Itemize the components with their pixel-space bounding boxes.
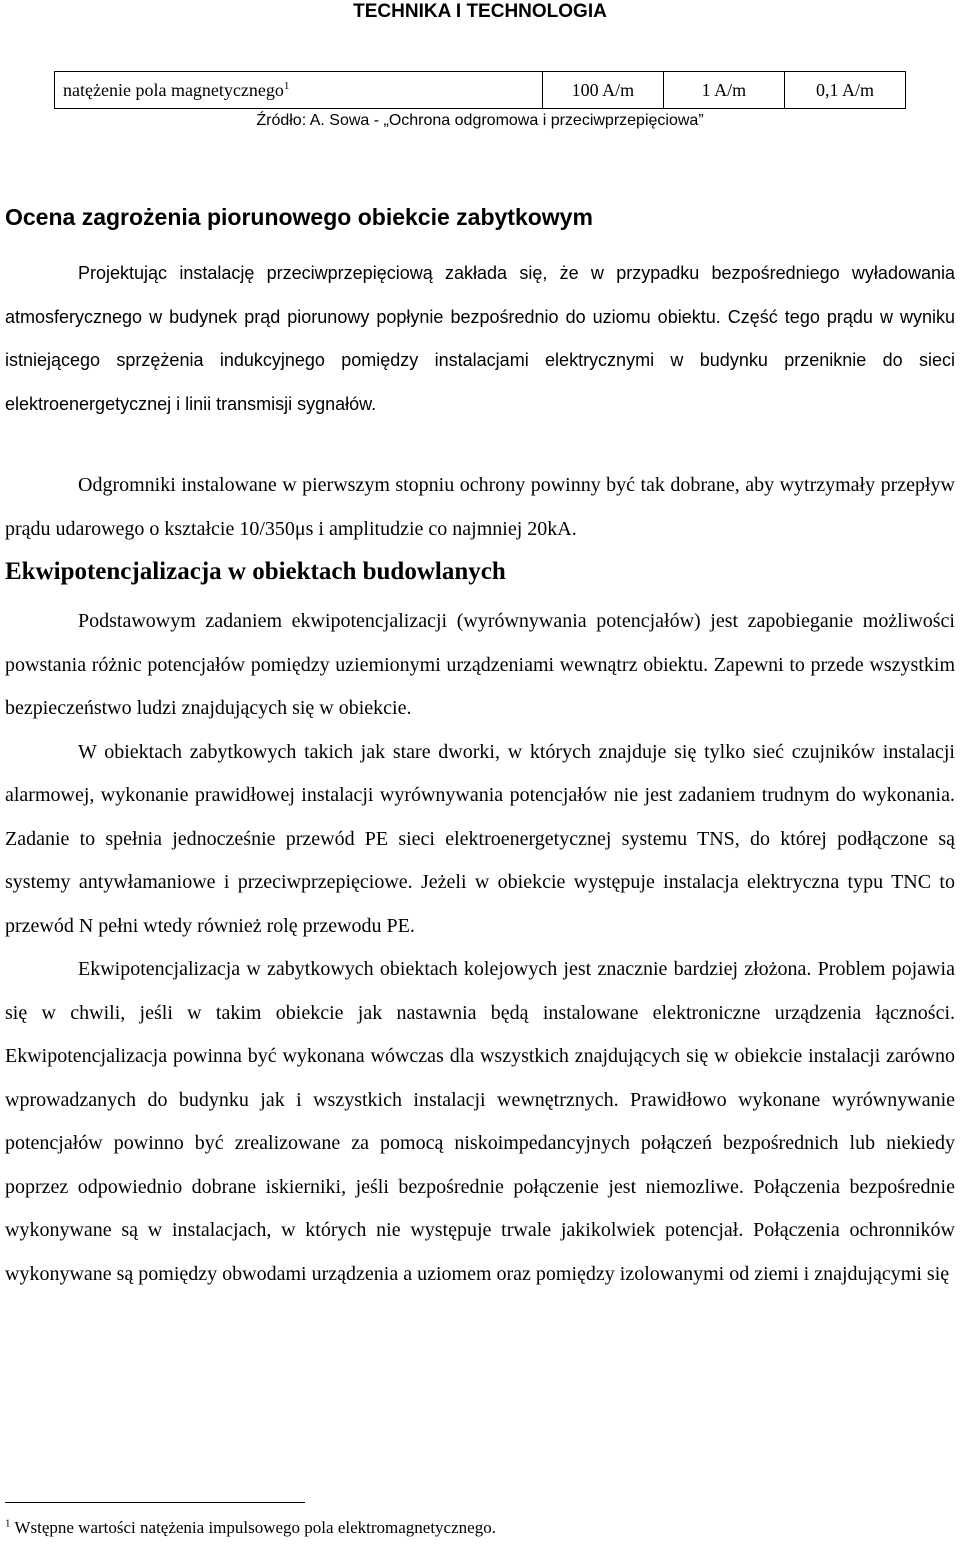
footnote	[5, 1517, 955, 1539]
paragraph: W obiektach zabytkowych takich jak stare dworki, w których znajduje się tylko sieć czujników instalacji alarmowej, wykonanie prawidłowej instalacji wyrównywania potencjałów nie jest zadaniem trudnym do wykonania. Zadanie to spełnia jednocześnie przewód PE sieci elektroenergetycznej systemu TNS, do której podłączone są systemy antywłamaniowe i przeciwprzepięciowe. Jeżeli w obiekcie występuje instalacja elektryczna typu TNC to przewód N pełni wtedy również rolę przewodu PE.	[5, 740, 955, 937]
paragraph: Odgromniki instalowane w pierwszym stopniu ochrony powinny być tak dobrane, aby wytrzymały przepływ prądu udarowego o kształcie 10/350μs i amplitudzie co najmniej 20kA.	[5, 474, 955, 540]
footnote-text: Wstępne wartości natężenia impulsowego pola elektromagnetycznego.	[14, 1518, 496, 1537]
row-label: natężenie pola magnetycznego	[63, 79, 284, 100]
footnote-ref: 1	[283, 79, 290, 92]
table-row	[55, 72, 906, 109]
footnote-divider	[5, 1502, 305, 1503]
table-source: Źródło: A. Sowa - „Ochrona odgromowa i przeciwprzepięciowa”	[256, 112, 704, 129]
section-heading: Ocena zagrożenia piorunowego obiekcie zabytkowym	[5, 204, 593, 230]
paragraph: Podstawowym zadaniem ekwipotencjalizacji (wyrównywania potencjałów) jest zapobieganie możliwości powstania różnic potencjałów pomiędzy uziemionymi urządzeniami wewnątrz obiektu. Zapewni to przede wszystkim bezpieczeństwo ludzi znajdujących się w obiekcie.	[5, 610, 955, 719]
section-threat-assessment	[5, 202, 955, 426]
values-table	[54, 71, 906, 109]
value-cell: 0,1 A/m	[784, 72, 905, 109]
section-arresters	[5, 464, 955, 551]
footnote-number: 1	[5, 1517, 11, 1530]
row-label-cell	[55, 72, 543, 109]
value-cell: 1 A/m	[663, 72, 784, 109]
page-header: TECHNIKA I TECHNOLOGIA	[353, 1, 607, 22]
value-cell: 100 A/m	[542, 72, 663, 109]
paragraph: Ekwipotencjalizacja w zabytkowych obiektach kolejowych jest znacznie bardziej złożona. Problem pojawia się w chwili, jeśli w takim obiekcie jak nastawnia będą instalowane elektroniczne urządzenia łączności. Ekwipotencjalizacja powinna być wykonana wówczas dla wszystkich znajdujących się w obiekcie instalacji zarówno wprowadzanych do budynku jak i wszystkich instalacji wewnętrznych. Prawidłowo wykonane wyrównywanie potencjałów powinno być zrealizowane za pomocą niskoimpedancyjnych połączeń bezpośrednich lub niekiedy poprzez odpowiednio dobrane iskierniki, jeśli bezpośrednie połączenie jest niemozliwe. Połączenia bezpośrednie wykonywane są w instalacjach, w których nie występuje trwale jakikolwiek potencjał. Połączenia ochronników wykonywane są pomiędzy obwodami urządzenia a uziomem oraz pomiędzy izolowanymi od ziemi i znajdującymi się	[5, 958, 955, 1285]
section-heading: Ekwipotencjalizacja w obiektach budowlanych	[5, 558, 506, 585]
section-equipotential	[5, 556, 955, 1296]
paragraph: Projektując instalację przeciwprzepięciową zakłada się, że w przypadku bezpośredniego wyładowania atmosferycznego w budynek prąd piorunowy popłynie bezpośrednio do uziomu obiektu. Część tego prądu w wyniku istniejącego sprzężenia indukcyjnego pomiędzy instalacjami elektrycznymi w budynku przeniknie do sieci elektroenergetycznej i linii transmisji sygnałów.	[5, 263, 955, 414]
